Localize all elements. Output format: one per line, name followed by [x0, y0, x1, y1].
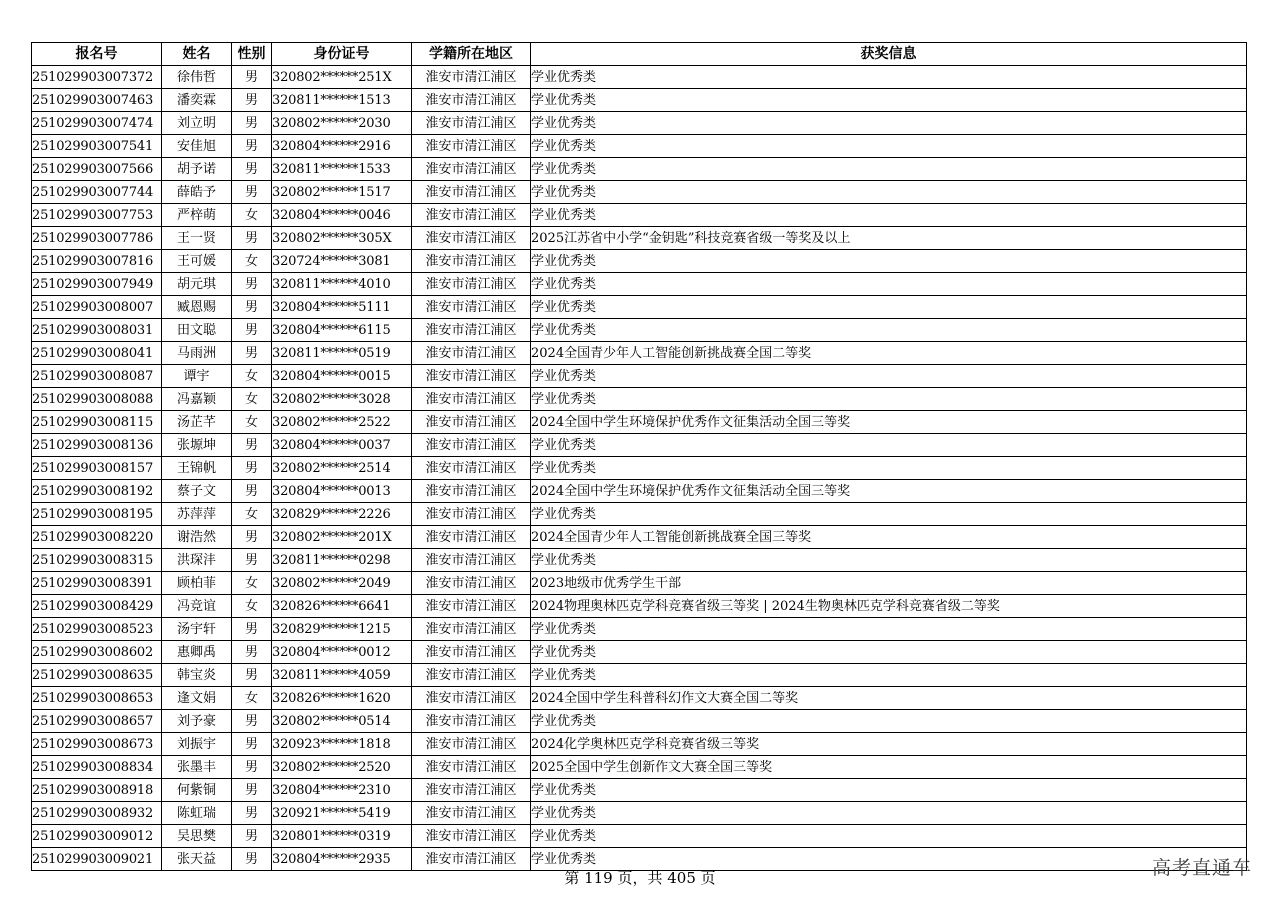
- cell-award-info: 2025全国中学生创新作文大赛全国三等奖: [531, 756, 1247, 779]
- cell-registration-number: 251029903007949: [32, 273, 162, 296]
- cell-award-info: 学业优秀类: [531, 549, 1247, 572]
- cell-gender: 男: [232, 342, 272, 365]
- cell-id-number: 320802******2030: [272, 112, 412, 135]
- cell-award-info: 学业优秀类: [531, 710, 1247, 733]
- cell-name: 胡予诺: [162, 158, 232, 181]
- cell-id-number: 320829******2226: [272, 503, 412, 526]
- table-row: [32, 273, 1247, 296]
- cell-gender: 男: [232, 457, 272, 480]
- cell-registration-number: 251029903008657: [32, 710, 162, 733]
- table-row: [32, 618, 1247, 641]
- cell-region: 淮安市清江浦区: [412, 595, 531, 618]
- cell-name: 冯竞谊: [162, 595, 232, 618]
- cell-award-info: 2024化学奥林匹克学科竞赛省级三等奖: [531, 733, 1247, 756]
- cell-region: 淮安市清江浦区: [412, 66, 531, 89]
- cell-gender: 女: [232, 411, 272, 434]
- table-row: [32, 756, 1247, 779]
- cell-registration-number: 251029903008918: [32, 779, 162, 802]
- cell-registration-number: 251029903008315: [32, 549, 162, 572]
- cell-id-number: 320804******5111: [272, 296, 412, 319]
- cell-id-number: 320826******1620: [272, 687, 412, 710]
- cell-gender: 女: [232, 687, 272, 710]
- cell-name: 薛皓予: [162, 181, 232, 204]
- cell-region: 淮安市清江浦区: [412, 181, 531, 204]
- table-row: [32, 66, 1247, 89]
- cell-registration-number: 251029903008932: [32, 802, 162, 825]
- cell-registration-number: 251029903009021: [32, 848, 162, 871]
- cell-region: 淮安市清江浦区: [412, 572, 531, 595]
- table-row: [32, 434, 1247, 457]
- cell-registration-number: 251029903007566: [32, 158, 162, 181]
- cell-name: 田文聪: [162, 319, 232, 342]
- cell-id-number: 320804******2310: [272, 779, 412, 802]
- cell-region: 淮安市清江浦区: [412, 618, 531, 641]
- cell-region: 淮安市清江浦区: [412, 112, 531, 135]
- cell-award-info: 2024全国青少年人工智能创新挑战赛全国二等奖: [531, 342, 1247, 365]
- cell-registration-number: 251029903008115: [32, 411, 162, 434]
- cell-name: 蔡子文: [162, 480, 232, 503]
- header-region: 学籍所在地区: [412, 43, 531, 66]
- cell-id-number: 320811******1513: [272, 89, 412, 112]
- cell-name: 谭宇: [162, 365, 232, 388]
- cell-award-info: 学业优秀类: [531, 296, 1247, 319]
- cell-gender: 男: [232, 66, 272, 89]
- table-row: [32, 503, 1247, 526]
- table-row: [32, 204, 1247, 227]
- table-row: [32, 365, 1247, 388]
- cell-name: 张天益: [162, 848, 232, 871]
- cell-gender: 男: [232, 618, 272, 641]
- cell-gender: 男: [232, 112, 272, 135]
- cell-registration-number: 251029903008653: [32, 687, 162, 710]
- cell-region: 淮安市清江浦区: [412, 733, 531, 756]
- cell-gender: 女: [232, 365, 272, 388]
- cell-name: 胡元琪: [162, 273, 232, 296]
- cell-award-info: 2023地级市优秀学生干部: [531, 572, 1247, 595]
- cell-award-info: 学业优秀类: [531, 503, 1247, 526]
- cell-award-info: 学业优秀类: [531, 250, 1247, 273]
- cell-region: 淮安市清江浦区: [412, 227, 531, 250]
- table-body: [32, 66, 1247, 871]
- cell-id-number: 320802******251X: [272, 66, 412, 89]
- cell-award-info: 2024全国青少年人工智能创新挑战赛全国三等奖: [531, 526, 1247, 549]
- cell-name: 冯嘉颖: [162, 388, 232, 411]
- cell-gender: 男: [232, 296, 272, 319]
- table-row: [32, 549, 1247, 572]
- cell-gender: 男: [232, 434, 272, 457]
- cell-award-info: 学业优秀类: [531, 434, 1247, 457]
- cell-gender: 女: [232, 388, 272, 411]
- table-row: [32, 733, 1247, 756]
- cell-registration-number: 251029903008041: [32, 342, 162, 365]
- table-row: [32, 342, 1247, 365]
- cell-award-info: 学业优秀类: [531, 802, 1247, 825]
- table-row: [32, 802, 1247, 825]
- table-row: [32, 250, 1247, 273]
- cell-award-info: 学业优秀类: [531, 158, 1247, 181]
- cell-award-info: 学业优秀类: [531, 388, 1247, 411]
- cell-id-number: 320829******1215: [272, 618, 412, 641]
- cell-region: 淮安市清江浦区: [412, 158, 531, 181]
- cell-gender: 女: [232, 503, 272, 526]
- cell-name: 王一贤: [162, 227, 232, 250]
- cell-name: 潘奕霖: [162, 89, 232, 112]
- cell-region: 淮安市清江浦区: [412, 365, 531, 388]
- cell-region: 淮安市清江浦区: [412, 342, 531, 365]
- cell-registration-number: 251029903007463: [32, 89, 162, 112]
- cell-id-number: 320801******0319: [272, 825, 412, 848]
- cell-name: 张塬坤: [162, 434, 232, 457]
- cell-gender: 女: [232, 250, 272, 273]
- cell-registration-number: 251029903007372: [32, 66, 162, 89]
- cell-award-info: 学业优秀类: [531, 135, 1247, 158]
- cell-gender: 男: [232, 89, 272, 112]
- cell-region: 淮安市清江浦区: [412, 319, 531, 342]
- cell-registration-number: 251029903008136: [32, 434, 162, 457]
- cell-registration-number: 251029903008087: [32, 365, 162, 388]
- cell-gender: 女: [232, 204, 272, 227]
- cell-id-number: 320811******0298: [272, 549, 412, 572]
- cell-award-info: 学业优秀类: [531, 181, 1247, 204]
- cell-name: 陈虹瑞: [162, 802, 232, 825]
- table-row: [32, 825, 1247, 848]
- cell-name: 王锦帆: [162, 457, 232, 480]
- cell-registration-number: 251029903008429: [32, 595, 162, 618]
- cell-name: 韩宝炎: [162, 664, 232, 687]
- cell-region: 淮安市清江浦区: [412, 480, 531, 503]
- header-gender: 性别: [232, 43, 272, 66]
- cell-registration-number: 251029903008673: [32, 733, 162, 756]
- cell-name: 刘立明: [162, 112, 232, 135]
- header-name: 姓名: [162, 43, 232, 66]
- watermark: 高考直通车: [1151, 857, 1252, 879]
- cell-id-number: 320923******1818: [272, 733, 412, 756]
- cell-name: 何紫铜: [162, 779, 232, 802]
- table-row: [32, 319, 1247, 342]
- cell-gender: 男: [232, 181, 272, 204]
- cell-registration-number: 251029903007753: [32, 204, 162, 227]
- header-id-number: 身份证号: [272, 43, 412, 66]
- cell-id-number: 320802******2514: [272, 457, 412, 480]
- cell-name: 安佳旭: [162, 135, 232, 158]
- cell-gender: 男: [232, 158, 272, 181]
- cell-region: 淮安市清江浦区: [412, 89, 531, 112]
- cell-id-number: 320804******2935: [272, 848, 412, 871]
- cell-id-number: 320802******2522: [272, 411, 412, 434]
- cell-id-number: 320804******0012: [272, 641, 412, 664]
- cell-name: 逢文娟: [162, 687, 232, 710]
- cell-region: 淮安市清江浦区: [412, 273, 531, 296]
- cell-registration-number: 251029903007744: [32, 181, 162, 204]
- cell-award-info: 2024全国中学生环境保护优秀作文征集活动全国三等奖: [531, 411, 1247, 434]
- table-row: [32, 181, 1247, 204]
- cell-award-info: 学业优秀类: [531, 89, 1247, 112]
- cell-registration-number: 251029903007541: [32, 135, 162, 158]
- table-row: [32, 388, 1247, 411]
- cell-registration-number: 251029903007786: [32, 227, 162, 250]
- cell-award-info: 学业优秀类: [531, 273, 1247, 296]
- cell-id-number: 320802******3028: [272, 388, 412, 411]
- cell-region: 淮安市清江浦区: [412, 135, 531, 158]
- cell-region: 淮安市清江浦区: [412, 526, 531, 549]
- header-award-info: 获奖信息: [531, 43, 1247, 66]
- table-row: [32, 89, 1247, 112]
- cell-id-number: 320826******6641: [272, 595, 412, 618]
- cell-id-number: 320804******0046: [272, 204, 412, 227]
- header-row: [32, 43, 1247, 66]
- cell-name: 张墨丰: [162, 756, 232, 779]
- table-row: [32, 135, 1247, 158]
- table-row: [32, 411, 1247, 434]
- cell-region: 淮安市清江浦区: [412, 802, 531, 825]
- cell-gender: 男: [232, 319, 272, 342]
- cell-award-info: 学业优秀类: [531, 204, 1247, 227]
- table-row: [32, 779, 1247, 802]
- cell-id-number: 320804******0013: [272, 480, 412, 503]
- cell-name: 惠卿禹: [162, 641, 232, 664]
- cell-id-number: 320804******0015: [272, 365, 412, 388]
- table-row: [32, 710, 1247, 733]
- cell-name: 王可媛: [162, 250, 232, 273]
- cell-id-number: 320811******0519: [272, 342, 412, 365]
- table-row: [32, 227, 1247, 250]
- cell-name: 徐伟哲: [162, 66, 232, 89]
- cell-award-info: 学业优秀类: [531, 848, 1247, 871]
- cell-id-number: 320802******2520: [272, 756, 412, 779]
- cell-registration-number: 251029903008157: [32, 457, 162, 480]
- cell-award-info: 2024全国中学生环境保护优秀作文征集活动全国三等奖: [531, 480, 1247, 503]
- cell-region: 淮安市清江浦区: [412, 779, 531, 802]
- cell-registration-number: 251029903008007: [32, 296, 162, 319]
- cell-award-info: 学业优秀类: [531, 66, 1247, 89]
- cell-registration-number: 251029903008031: [32, 319, 162, 342]
- cell-award-info: 学业优秀类: [531, 365, 1247, 388]
- cell-id-number: 320811******4010: [272, 273, 412, 296]
- table-row: [32, 296, 1247, 319]
- cell-id-number: 320811******1533: [272, 158, 412, 181]
- cell-region: 淮安市清江浦区: [412, 664, 531, 687]
- cell-name: 吴思樊: [162, 825, 232, 848]
- table-row: [32, 664, 1247, 687]
- table-row: [32, 526, 1247, 549]
- cell-award-info: 学业优秀类: [531, 825, 1247, 848]
- cell-id-number: 320802******201X: [272, 526, 412, 549]
- cell-region: 淮安市清江浦区: [412, 204, 531, 227]
- cell-id-number: 320802******305X: [272, 227, 412, 250]
- cell-award-info: 学业优秀类: [531, 779, 1247, 802]
- table-row: [32, 112, 1247, 135]
- cell-name: 汤芷芊: [162, 411, 232, 434]
- cell-award-info: 学业优秀类: [531, 641, 1247, 664]
- cell-gender: 男: [232, 802, 272, 825]
- cell-id-number: 320811******4059: [272, 664, 412, 687]
- cell-gender: 男: [232, 526, 272, 549]
- cell-id-number: 320804******6115: [272, 319, 412, 342]
- cell-region: 淮安市清江浦区: [412, 687, 531, 710]
- cell-registration-number: 251029903008220: [32, 526, 162, 549]
- cell-registration-number: 251029903009012: [32, 825, 162, 848]
- cell-name: 汤宇轩: [162, 618, 232, 641]
- results-table: [31, 42, 1247, 871]
- page-footer: 第 119 页，共 405 页: [564, 869, 716, 887]
- cell-gender: 男: [232, 825, 272, 848]
- cell-region: 淮安市清江浦区: [412, 457, 531, 480]
- cell-gender: 男: [232, 549, 272, 572]
- cell-registration-number: 251029903008195: [32, 503, 162, 526]
- cell-award-info: 学业优秀类: [531, 112, 1247, 135]
- table-row: [32, 480, 1247, 503]
- cell-award-info: 学业优秀类: [531, 319, 1247, 342]
- cell-id-number: 320802******0514: [272, 710, 412, 733]
- cell-registration-number: 251029903008523: [32, 618, 162, 641]
- cell-gender: 女: [232, 595, 272, 618]
- cell-gender: 男: [232, 779, 272, 802]
- cell-gender: 男: [232, 664, 272, 687]
- cell-name: 刘振宇: [162, 733, 232, 756]
- cell-award-info: 2024全国中学生科普科幻作文大赛全国二等奖: [531, 687, 1247, 710]
- cell-gender: 男: [232, 733, 272, 756]
- table-row: [32, 641, 1247, 664]
- cell-registration-number: 251029903007816: [32, 250, 162, 273]
- cell-id-number: 320921******5419: [272, 802, 412, 825]
- cell-gender: 男: [232, 135, 272, 158]
- cell-gender: 女: [232, 572, 272, 595]
- cell-gender: 男: [232, 848, 272, 871]
- table-row: [32, 687, 1247, 710]
- cell-id-number: 320724******3081: [272, 250, 412, 273]
- cell-name: 谢浩然: [162, 526, 232, 549]
- cell-registration-number: 251029903008192: [32, 480, 162, 503]
- cell-registration-number: 251029903008635: [32, 664, 162, 687]
- cell-region: 淮安市清江浦区: [412, 848, 531, 871]
- cell-name: 臧恩赐: [162, 296, 232, 319]
- cell-region: 淮安市清江浦区: [412, 825, 531, 848]
- cell-registration-number: 251029903007474: [32, 112, 162, 135]
- cell-name: 洪琛沣: [162, 549, 232, 572]
- cell-id-number: 320804******2916: [272, 135, 412, 158]
- cell-gender: 男: [232, 756, 272, 779]
- cell-region: 淮安市清江浦区: [412, 411, 531, 434]
- cell-region: 淮安市清江浦区: [412, 296, 531, 319]
- cell-registration-number: 251029903008391: [32, 572, 162, 595]
- cell-name: 苏萍萍: [162, 503, 232, 526]
- cell-gender: 男: [232, 227, 272, 250]
- cell-name: 刘予豪: [162, 710, 232, 733]
- cell-name: 顾柏菲: [162, 572, 232, 595]
- cell-gender: 男: [232, 480, 272, 503]
- cell-gender: 男: [232, 273, 272, 296]
- table-row: [32, 572, 1247, 595]
- cell-region: 淮安市清江浦区: [412, 434, 531, 457]
- header-registration-number: 报名号: [32, 43, 162, 66]
- cell-registration-number: 251029903008602: [32, 641, 162, 664]
- cell-region: 淮安市清江浦区: [412, 710, 531, 733]
- table-row: [32, 457, 1247, 480]
- cell-region: 淮安市清江浦区: [412, 250, 531, 273]
- cell-award-info: 学业优秀类: [531, 664, 1247, 687]
- cell-id-number: 320804******0037: [272, 434, 412, 457]
- cell-gender: 男: [232, 710, 272, 733]
- table-row: [32, 158, 1247, 181]
- cell-name: 马雨洲: [162, 342, 232, 365]
- cell-registration-number: 251029903008088: [32, 388, 162, 411]
- cell-award-info: 学业优秀类: [531, 618, 1247, 641]
- cell-award-info: 2024物理奥林匹克学科竞赛省级三等奖 | 2024生物奥林匹克学科竞赛省级二等奖: [531, 595, 1247, 618]
- cell-region: 淮安市清江浦区: [412, 503, 531, 526]
- cell-gender: 男: [232, 641, 272, 664]
- cell-region: 淮安市清江浦区: [412, 549, 531, 572]
- cell-registration-number: 251029903008834: [32, 756, 162, 779]
- cell-award-info: 2025江苏省中小学“金钥匙”科技竞赛省级一等奖及以上: [531, 227, 1247, 250]
- cell-name: 严梓萌: [162, 204, 232, 227]
- cell-id-number: 320802******1517: [272, 181, 412, 204]
- cell-region: 淮安市清江浦区: [412, 641, 531, 664]
- cell-region: 淮安市清江浦区: [412, 388, 531, 411]
- table-row: [32, 595, 1247, 618]
- cell-award-info: 学业优秀类: [531, 457, 1247, 480]
- cell-region: 淮安市清江浦区: [412, 756, 531, 779]
- cell-id-number: 320802******2049: [272, 572, 412, 595]
